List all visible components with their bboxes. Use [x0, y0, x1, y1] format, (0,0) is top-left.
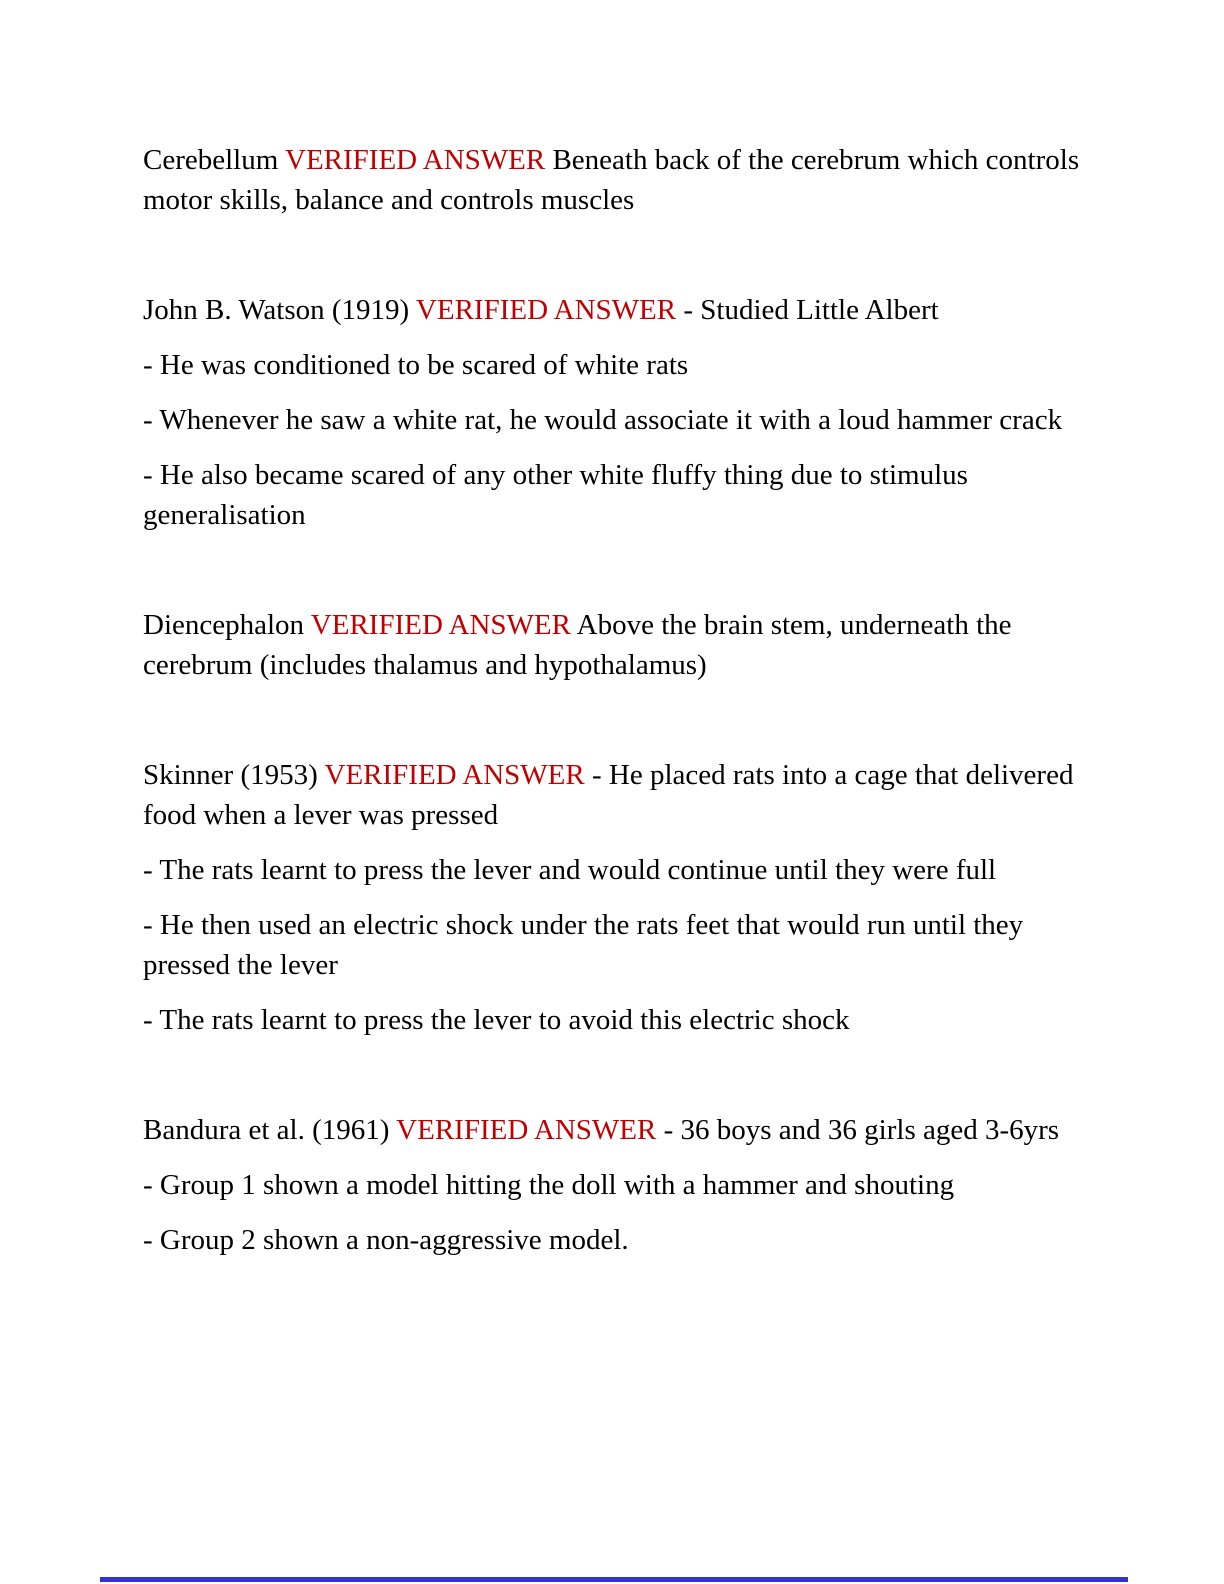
document-body — [143, 140, 1083, 1260]
verified-answer-label: VERIFIED ANSWER — [396, 1114, 657, 1146]
watson-bullet-3 — [143, 455, 1083, 535]
text-segment: Diencephalon — [143, 609, 311, 641]
text-segment: - He then used an electric shock under the rats feet that would run until they pressed the lever — [143, 909, 1024, 981]
skinner-heading — [143, 755, 1083, 835]
text-segment: - Group 1 shown a model hitting the doll with a hammer and shouting — [143, 1169, 955, 1201]
text-segment: - He was conditioned to be scared of white rats — [143, 349, 689, 381]
text-segment: - Studied Little Albert — [676, 294, 939, 326]
text-segment: - The rats learnt to press the lever to avoid this electric shock — [143, 1004, 850, 1036]
text-segment: Bandura et al. (1961) — [143, 1114, 397, 1146]
text-segment: - He placed rats into a cage that delivered food when a lever was pressed — [143, 759, 1074, 831]
text-segment: - Whenever he saw a white rat, he would associate it with a loud hammer crack — [143, 404, 1063, 436]
text-segment: Above the brain stem, underneath the cerebrum (includes thalamus and hypothalamus) — [143, 609, 1012, 681]
verified-answer-label: VERIFIED ANSWER — [285, 144, 546, 176]
text-segment: John B. Watson (1919) — [143, 294, 416, 326]
skinner-bullet-1 — [143, 850, 1083, 890]
skinner-bullet-3 — [143, 1000, 1083, 1040]
bandura-bullet-2 — [143, 1220, 1083, 1260]
verified-answer-label: VERIFIED ANSWER — [324, 759, 585, 791]
verified-answer-label: VERIFIED ANSWER — [415, 294, 677, 326]
watson-bullet-1 — [143, 345, 1083, 385]
text-segment: - 36 boys and 36 girls aged 3-6yrs — [656, 1114, 1060, 1146]
watson-bullet-2 — [143, 400, 1083, 440]
text-segment: - The rats learnt to press the lever and would continue until they were full — [143, 854, 997, 886]
diencephalon-definition — [143, 605, 1083, 685]
bandura-heading — [143, 1110, 1083, 1150]
footer-rule — [100, 1577, 1128, 1582]
cerebellum-definition — [143, 140, 1083, 220]
text-segment: - Group 2 shown a non-aggressive model. — [143, 1224, 629, 1256]
text-segment: Beneath back of the cerebrum which controls motor skills, balance and controls muscles — [143, 144, 1080, 216]
bandura-bullet-1 — [143, 1165, 1083, 1205]
skinner-bullet-2 — [143, 905, 1083, 985]
watson-heading — [143, 290, 1083, 330]
verified-answer-label: VERIFIED ANSWER — [310, 609, 571, 641]
text-segment: Skinner (1953) — [143, 759, 325, 791]
text-segment: Cerebellum — [143, 144, 286, 176]
text-segment: - He also became scared of any other white fluffy thing due to stimulus generalisation — [143, 459, 968, 531]
